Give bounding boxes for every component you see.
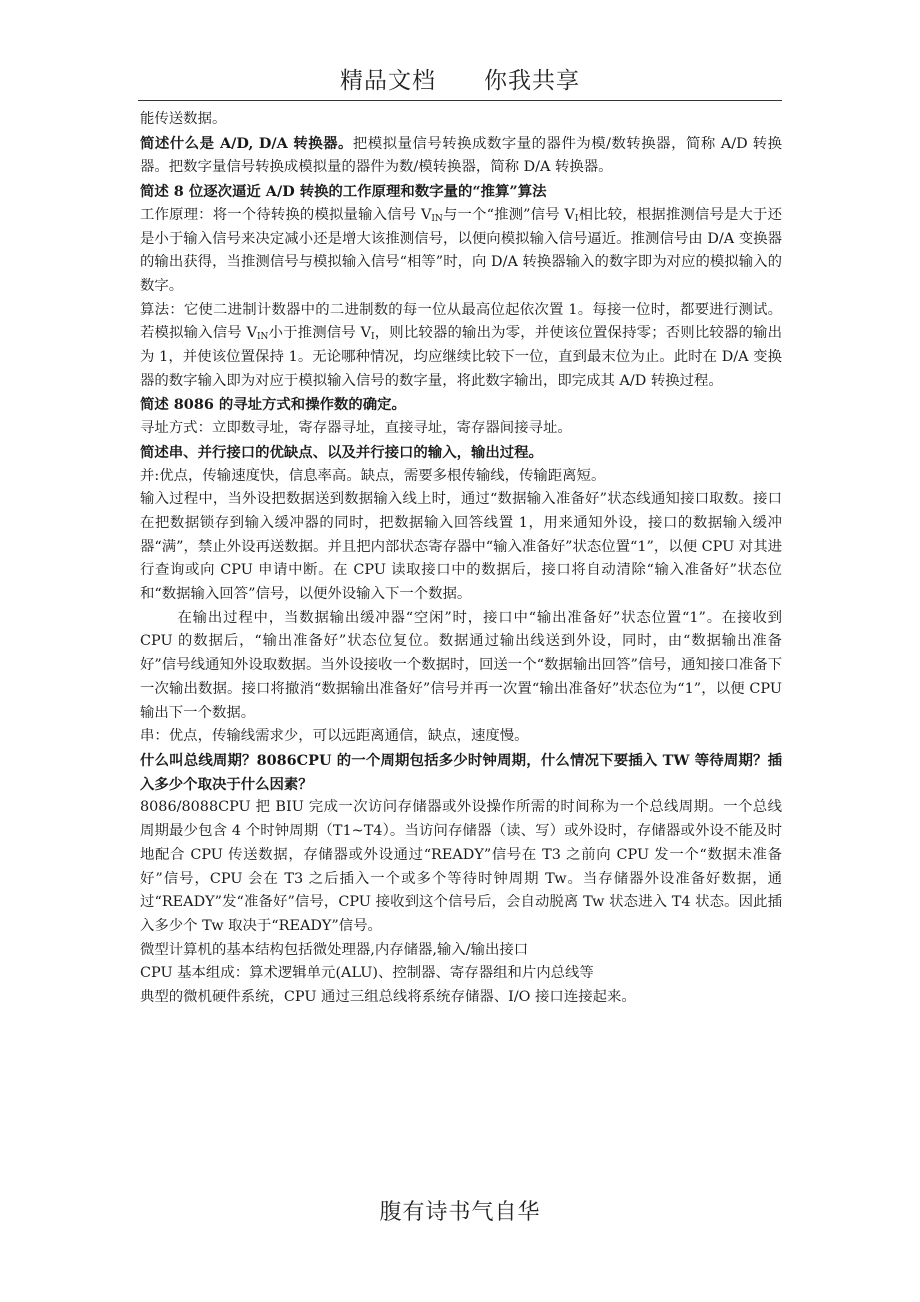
document-body [140, 108, 782, 1010]
answer-hardware-system: 典型的微机硬件系统，CPU 通过三组总线将系统存储器、I/O 接口连接起来。 [140, 989, 636, 1006]
answer-bus-cycle: 8086/8088CPU 把 BIU 完成一次访问存储器或外设操作所需的时间称为一个总线周期。一个总线周期最少包含 4 个时钟周期（T1~T4）。当访问存储器（读、写）或外设时，存储器或外设不能及时地配合 CPU 传送数据，存储器或外设通过“READY”信号在 T3 之前向 CPU 发一个“数据未准备好”信号，CPU 会在 T3 之后插入一个或多个等待时钟周期 Tw。当存储器外设准备好数据，通过“READY”发“准备好”信号，CPU 接收到这个信号后，会自动脱离 Tw 状态进入 T4 状态。因此插入多少个 Tw 取决于“READY”信号。 [140, 799, 782, 934]
question-ad-da: 简述什么是 A/D, D/A 转换器。 [140, 134, 353, 152]
question-successive-approx: 简述 8 位逐次逼近 A/D 转换的工作原理和数字量的“推算”算法 [140, 183, 547, 201]
paragraph-continuation: 能传送数据。 [140, 111, 227, 127]
subscript: I [574, 213, 579, 224]
answer-parallel-pros-cons: 并:优点，传输速度快，信息率高。缺点，需要多根传输线，传输距离短。 [140, 467, 606, 484]
text-segment: 小于推测信号 V [268, 325, 372, 342]
text-segment: 工作原理：将一个待转换的模拟量输入信号 V [140, 206, 432, 223]
question-serial-parallel: 简述串、并行接口的优缺点、以及并行接口的输入，输出过程。 [140, 443, 543, 461]
page-header [0, 62, 920, 95]
page-footer: 腹有诗书气自华 [379, 1200, 541, 1225]
question-bus-cycle: 什么叫总线周期？8086CPU 的一个周期包括多少时钟周期，什么情况下要插入 TW 等待周期？插入多少个取决于什么因素？ [140, 751, 782, 793]
subscript: I [371, 332, 375, 343]
subscript: IN [256, 332, 269, 343]
subscript: IN [431, 213, 443, 224]
paragraph-ad-da [140, 132, 782, 180]
answer-addressing-modes: 寻址方式：立即数寻址，寄存器寻址，直接寻址，寄存器间接寻址。 [140, 420, 572, 437]
text-segment: 相比较，根据推测信号是大于还是小于输入信号来决定减小还是增大该推测信号，以便向模拟输入信号逼近。推测信号由 D/A 变换器的输出获得，当推测信号与模拟输入信号“相等”时，向 D/A 转换器输入的数字即为对应的模拟输入的数字。 [140, 206, 782, 294]
header-right-text: 你我共享 [484, 68, 580, 94]
answer-serial-pros-cons: 串：优点，传输线需求少，可以远距离通信，缺点，速度慢。 [140, 728, 529, 745]
answer-ad-da: 把模拟量信号转换成数字量的器件为模/数转换器，简称 A/D 转换器。把数字量信号转换成模拟量的器件为数/模转换器，简称 D/A 转换器。 [140, 135, 782, 176]
answer-working-principle [140, 204, 782, 299]
answer-microcomputer-structure: 微型计算机的基本结构包括微处理器,内存储器,输入/输出接口 [140, 941, 529, 958]
text-segment: 与一个“推测”信号 V [442, 206, 575, 223]
header-left-text: 精品文档 [340, 68, 436, 94]
answer-output-process: 在输出过程中，当数据输出缓冲器“空闲”时，接口中“输出准备好”状态位置“1”。在接收到 CPU 的数据后，“输出准备好”状态位复位。数据通过输出线送到外设，同时，由“数据输出准备好”信号线通知外设取数据。当外设接收一个数据时，回送一个“数据输出回答”信号，通知接口准备下一次输出数据。接口将撤消“数据输出准备好”信号并再一次置“输出准备好”状态位为“1”，以便 CPU 输出下一个数据。 [140, 609, 782, 721]
answer-input-process: 输入过程中，当外设把数据送到数据输入线上时，通过“数据输入准备好”状态线通知接口取数。接口在把数据锁存到输入缓冲器的同时，把数据输入回答线置 1，用来通知外设，接口的数据输入缓冲器“满”，禁止外设再送数据。并且把内部状态寄存器中“输入准备好”状态位置“1”，以便 CPU 对其进行查询或向 CPU 申请中断。在 CPU 读取接口中的数据后，接口将自动清除“输入准备好”状态位和“数据输入回答”信号，以便外设输入下一个数据。 [140, 491, 782, 603]
question-8086-addressing: 简述 8086 的寻址方式和操作数的确定。 [140, 396, 406, 414]
header-rule [138, 100, 782, 101]
answer-algorithm [140, 299, 782, 394]
text-segment: 算法：它使二进制计数器中的二进制数的每一位从最高位起依次置 1。每接一位时，都要进行测试。若模拟输入信号 V [140, 301, 782, 342]
answer-cpu-components: CPU 基本组成：算术逻辑单元(ALU)、控制器、寄存器组和片内总线等 [140, 965, 594, 982]
text-segment: ，则比较器的输出为零，并使该位置保持零；否则比较器的输出为 1，并使该位置保持 1。无论哪种情况，均应继续比较下一位，直到最末位为止。此时在 D/A 变换器的数字输入即为对应于模拟输入信号的数字量，将此数字输出，即完成其 A/D 转换过程。 [140, 325, 782, 389]
